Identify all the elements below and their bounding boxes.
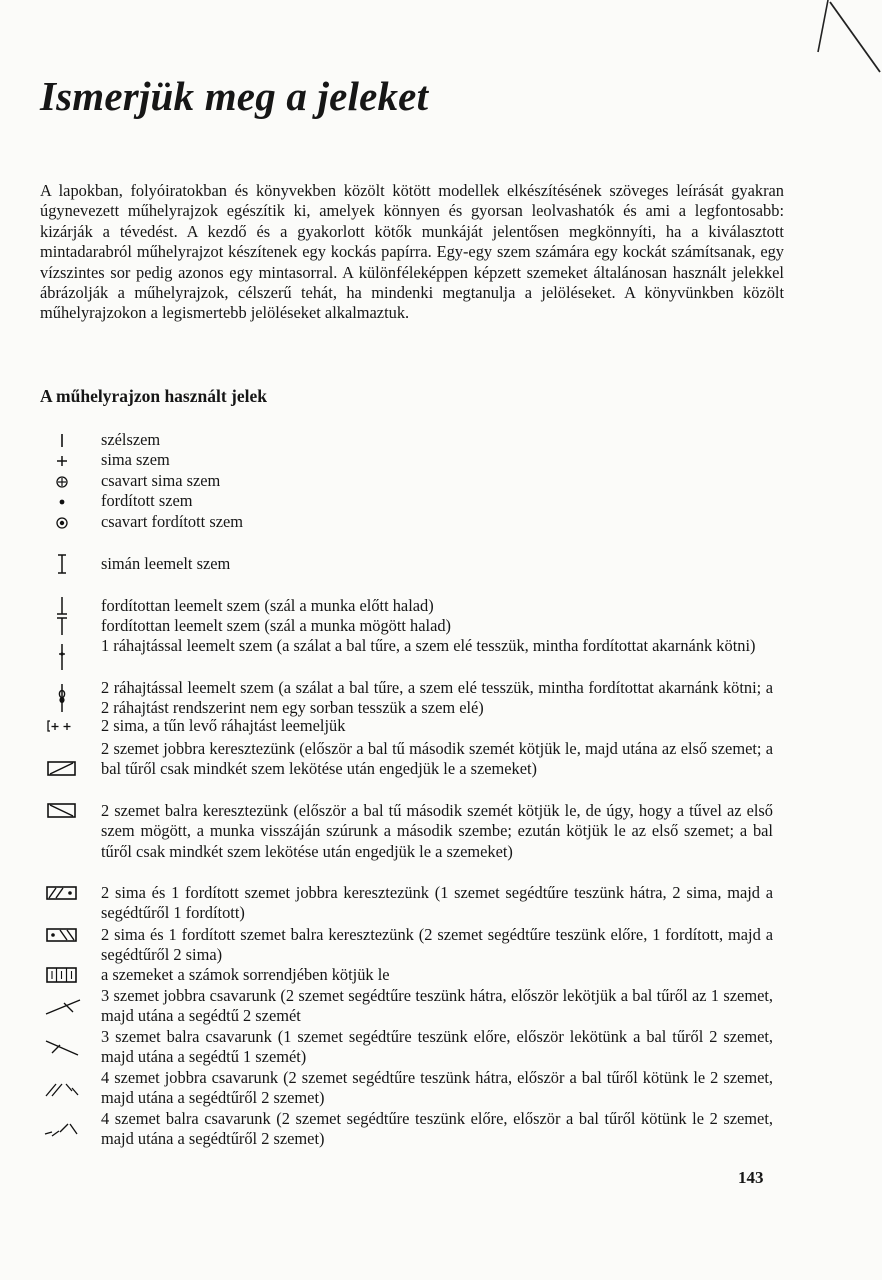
twist-four-right-icon — [32, 1068, 92, 1108]
twist-four-left-icon — [32, 1109, 92, 1149]
legend-text: szélszem — [101, 430, 161, 449]
selvage-stitch-icon — [32, 430, 92, 450]
twisted-knit-icon — [32, 471, 92, 491]
legend-text: 2 sima, a tűn levő ráhajtást leemeljük — [101, 716, 346, 735]
legend-text: 4 szemet balra csavarunk (2 szemet segédtűre teszünk előre, először a bal tűről kötünk le 2 szemet, majd utána a segédtűről 2 szemet) — [101, 1109, 773, 1149]
twist-three-left-icon — [32, 1027, 92, 1067]
corner-mark-icon — [812, 0, 882, 80]
legend-text: 2 szemet jobbra keresztezünk (először a bal tű második szemét kötjük le, majd utána az első szemet; a bal tűről csak mindkét szem lekötése után engedjük le a szemeket) — [101, 739, 773, 779]
legend-text: 1 ráhajtással leemelt szem (a szálat a bal tűre, a szem elé tesszük, mintha fordítottat akarnánk kötni) — [101, 636, 756, 655]
knit-two-slip-yarnover-icon — [32, 716, 92, 736]
legend-text: fordítottan leemelt szem (szál a munka előtt halad) — [101, 596, 434, 615]
intro-paragraph: A lapokban, folyóiratokban és könyvekben közölt kötött modellek elkészítésének szöveges leírását gyakran úgynevezett műhelyrajzok egészítik ki, amelyek könnyen és gyorsan leolvashatók és ami a legfontosabb: kizárják a tévedést. A kezdő és a gyakorlott kötők munkáját jelentősen megkönnyíti, ha a kiválasztott mintadarabról műhelyrajzot készítenek egy kockás papírra. Egy-egy szem számára egy kockát számítsanak, egy vízszintes sor pedig azonos egy mintasorral. A különféleképpen képzett szemeket általánosan használt jelekkel ábrázolják a műhelyrajzok, célszerű tehát, ha mindenki megtanulja a jelöléseket. A könyvünkben közölt műhelyrajzokon a legismertebb jelöléseket alkalmaztuk. — [40, 181, 784, 323]
slip-purlwise-front-icon — [32, 596, 92, 616]
slip-purlwise-back-icon — [32, 616, 92, 636]
legend-text: simán leemelt szem — [101, 554, 231, 573]
legend-text: 2 szemet balra keresztezünk (először a bal tű második szemét kötjük le, de úgy, hogy a tűvel az első szem mögött, a munka visszáján szúrunk a második szembe; ezután kötjük le az első szemet; a bal tűről csak mindkét szem lekötése után engedjük le a szemeket) — [101, 801, 773, 861]
cross-two-right-icon — [32, 739, 92, 799]
slip-knitwise-icon — [32, 554, 92, 574]
page-title: Ismerjük meg a jeleket — [40, 73, 429, 119]
legend-text: 2 sima és 1 fordított szemet jobbra keresztezünk (1 szemet segédtűre teszünk hátra, 2 sima, majd a segédtűről 1 fordított) — [101, 883, 773, 923]
knit-stitch-icon — [32, 450, 92, 470]
legend-text: 2 sima és 1 fordított szemet balra keresztezünk (2 szemet segédtűre teszünk előre, 1 fordított, majd a segédtűről 2 sima) — [101, 925, 773, 965]
legend-text: 3 szemet balra csavarunk (1 szemet segédtűre teszünk előre, először lekötünk a bal tűről 2 szemet, majd utána a segédtű 1 szemét) — [101, 1027, 773, 1067]
slip-one-yarnover-icon — [32, 636, 92, 676]
legend-text: 3 szemet jobbra csavarunk (2 szemet segédtűre teszünk hátra, először lekötjük a bal tűről az 1 szemet, majd utána a segédtű 2 szemét — [101, 986, 773, 1026]
legend-text: fordított szem — [101, 491, 193, 510]
twisted-purl-icon — [32, 512, 92, 532]
legend-text: fordítottan leemelt szem (szál a munka mögött halad) — [101, 616, 452, 635]
legend-text: sima szem — [101, 450, 170, 469]
twist-three-right-icon — [32, 986, 92, 1026]
purl-stitch-icon — [32, 491, 92, 511]
numbered-order-icon — [32, 965, 92, 985]
page-number: 143 — [738, 1168, 764, 1187]
section-heading: A műhelyrajzon használt jelek — [40, 386, 268, 406]
slip-two-yarnovers-icon — [32, 678, 92, 718]
cross-left-purl-knit-icon — [32, 925, 92, 945]
legend-text: csavart sima szem — [101, 471, 221, 490]
cross-right-knit-purl-icon — [32, 883, 92, 903]
legend-text: 4 szemet jobbra csavarunk (2 szemet segédtűre teszünk hátra, először a bal tűről kötünk le 2 szemet, majd utána a segédtűről 2 szemet) — [101, 1068, 773, 1108]
cross-two-left-icon — [32, 801, 92, 821]
legend-text: csavart fordított szem — [101, 512, 244, 531]
legend-text: 2 ráhajtással leemelt szem (a szálat a bal tűre, a szem elé tesszük, mintha fordítottat akarnánk kötni; a 2 ráhajtást rendszerint nem egy sorban tesszük a szem elé) — [101, 678, 773, 718]
legend-text: a szemeket a számok sorrendjében kötjük le — [101, 965, 390, 984]
